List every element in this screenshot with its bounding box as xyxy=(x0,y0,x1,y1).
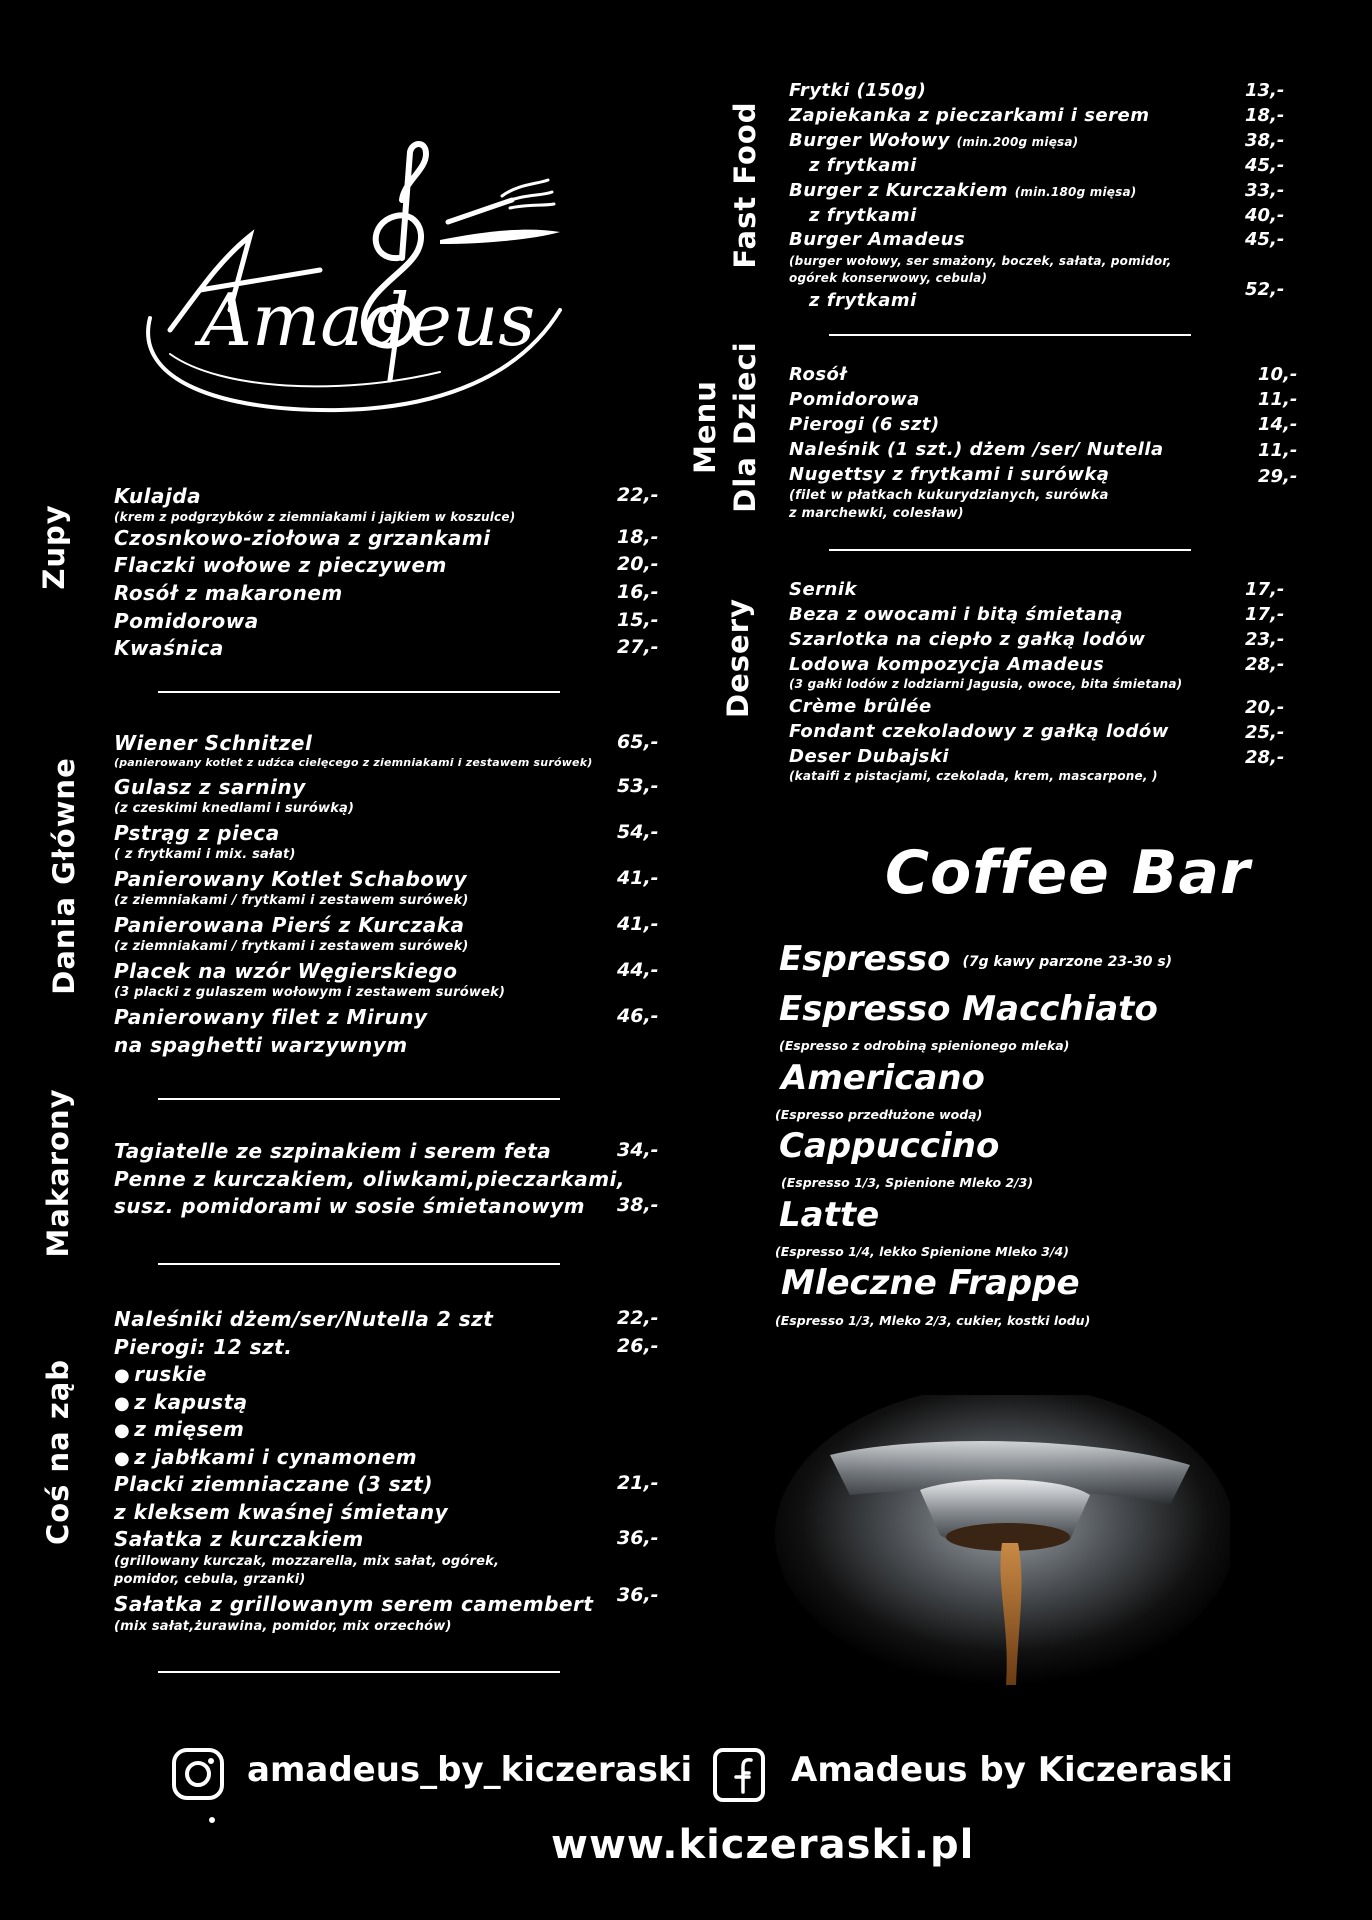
divider xyxy=(158,1098,560,1100)
menu-item-name: Zapiekanka z pieczarkami i serem xyxy=(789,105,1150,126)
list-item: ● z jabłkami i cynamonem xyxy=(114,1445,417,1469)
menu-item-name: Penne z kurczakiem, oliwkami,pieczarkami, xyxy=(114,1167,626,1191)
menu-item-desc: z marchewki, colesław) xyxy=(789,506,964,521)
menu-item-price: 34,- xyxy=(617,1139,659,1161)
menu-item-name: Rosół xyxy=(789,364,847,385)
instagram-handle[interactable]: amadeus_by_kiczeraski xyxy=(247,1750,693,1790)
menu-item-name: Rosół z makaronem xyxy=(114,581,343,605)
menu-item-name: Naleśniki dżem/ser/Nutella 2 szt xyxy=(114,1307,494,1331)
menu-item-name: Czosnkowo-ziołowa z grzankami xyxy=(114,526,491,550)
coffee-item-name: Mleczne Frappe xyxy=(781,1263,1080,1303)
menu-item-name: Pomidorowa xyxy=(114,609,259,633)
menu-item-name: Sernik xyxy=(789,579,858,600)
menu-item-desc: (grillowany kurczak, mozzarella, mix sałat, ogórek, xyxy=(114,1554,500,1569)
coffee-item-name xyxy=(779,939,1172,979)
espresso-photo xyxy=(770,1395,1230,1695)
menu-item-name: z frytkami xyxy=(809,205,917,226)
menu-item-price: 36,- xyxy=(617,1584,659,1606)
menu-item-name: Placki ziemniaczane (3 szt) xyxy=(114,1472,433,1496)
menu-item-price: 11,- xyxy=(1258,440,1298,461)
menu-item-price: 52,- xyxy=(1245,279,1285,300)
section-makarony: Makarony xyxy=(41,1088,75,1258)
menu-item-price: 17,- xyxy=(1245,604,1285,625)
coffee-item-name: Cappuccino xyxy=(779,1126,1000,1166)
list-item: ● z mięsem xyxy=(114,1417,244,1441)
menu-item-name: Kwaśnica xyxy=(114,636,224,660)
menu-item-price: 53,- xyxy=(617,775,659,797)
menu-item-price: 28,- xyxy=(1245,654,1285,675)
menu-item-price: 41,- xyxy=(617,867,659,889)
dot xyxy=(209,1817,215,1823)
menu-item-price: 14,- xyxy=(1258,414,1298,435)
menu-item-name: Beza z owocami i bitą śmietaną xyxy=(789,604,1123,625)
section-cos-na-zab: Coś na ząb xyxy=(41,1358,75,1546)
menu-item-price: 22,- xyxy=(617,1307,659,1329)
menu-item-price: 41,- xyxy=(617,913,659,935)
item-label: Burger Wołowy xyxy=(789,130,950,151)
menu-item-price: 16,- xyxy=(617,581,659,603)
facebook-page-name[interactable]: Amadeus by Kiczeraski xyxy=(791,1750,1233,1790)
menu-item-name: Szarlotka na ciepło z gałką lodów xyxy=(789,629,1146,650)
menu-item-price: 15,- xyxy=(617,609,659,631)
coffee-item-name: Americano xyxy=(781,1058,985,1098)
menu-item-price: 25,- xyxy=(1245,722,1285,743)
menu-item-name: Pomidorowa xyxy=(789,389,920,410)
menu-item-price: 20,- xyxy=(617,553,659,575)
menu-item-price: 38,- xyxy=(617,1194,659,1216)
facebook-icon[interactable] xyxy=(712,1747,766,1803)
menu-item-name: Wiener Schnitzel xyxy=(114,731,313,755)
section-dania-glowne: Dania Główne xyxy=(47,757,81,995)
menu-item-desc: (z czeskimi knedlami i surówką) xyxy=(114,801,355,816)
menu-item-price: 10,- xyxy=(1258,364,1298,385)
menu-item-name: z frytkami xyxy=(809,290,917,311)
list-item: ● ruskie xyxy=(114,1362,207,1386)
menu-item-name: Panierowana Pierś z Kurczaka xyxy=(114,913,465,937)
menu-item-price: 38,- xyxy=(1245,130,1285,151)
website-link[interactable]: www.kiczeraski.pl xyxy=(551,1822,975,1868)
divider xyxy=(158,691,560,693)
menu-item-price: 13,- xyxy=(1245,80,1285,101)
menu-item-price: 45,- xyxy=(1245,155,1285,176)
menu-item-name: Burger Amadeus xyxy=(789,229,966,250)
menu-item-name: z frytkami xyxy=(809,155,917,176)
coffee-item-desc: (Espresso 1/4, lekko Spienione Mleko 3/4) xyxy=(775,1244,1069,1259)
menu-item-price: 28,- xyxy=(1245,747,1285,768)
section-menu-dla-dzieci xyxy=(685,341,765,512)
menu-item-price: 36,- xyxy=(617,1527,659,1549)
menu-item-name xyxy=(789,180,1136,201)
menu-item-name: Crème brûlée xyxy=(789,696,932,717)
section-desery: Desery xyxy=(721,598,755,718)
menu-item-price: 22,- xyxy=(617,484,659,506)
coffee-item-name: Latte xyxy=(779,1195,880,1235)
menu-item-price: 46,- xyxy=(617,1005,659,1027)
menu-item-name: Gulasz z sarniny xyxy=(114,775,306,799)
menu-item-name: Flaczki wołowe z pieczywem xyxy=(114,553,447,577)
menu-item-name xyxy=(789,130,1078,151)
menu-item-price: 45,- xyxy=(1245,229,1285,250)
menu-item-line2: na spaghetti warzywnym xyxy=(114,1033,408,1057)
menu-item-desc: (kataifi z pistacjami, czekolada, krem, mascarpone, ) xyxy=(789,769,1158,783)
menu-item-desc: (panierowany kotlet z udźca cielęcego z ziemniakami i zestawem surówek) xyxy=(114,756,593,769)
menu-item-price: 29,- xyxy=(1258,466,1298,487)
menu-item-price: 23,- xyxy=(1245,629,1285,650)
menu-item-line2: susz. pomidorami w sosie śmietanowym xyxy=(114,1194,585,1218)
menu-item-price: 18,- xyxy=(617,526,659,548)
menu-item-price: 65,- xyxy=(617,731,659,753)
section-fast-food: Fast Food xyxy=(728,101,762,269)
menu-item-price: 44,- xyxy=(617,959,659,981)
menu-item-desc: (burger wołowy, ser smażony, boczek, sałata, pomidor, xyxy=(789,254,1172,268)
menu-item-desc: (3 gałki lodów z lodziarni Jagusia, owoce, bita śmietana) xyxy=(789,677,1183,691)
menu-item-name: Deser Dubajski xyxy=(789,746,950,767)
menu-item-name: Naleśnik (1 szt.) dżem /ser/ Nutella xyxy=(789,439,1164,460)
menu-item-price: 27,- xyxy=(617,636,659,658)
menu-item-desc: (z ziemniakami / frytkami i zestawem surówek) xyxy=(114,939,469,954)
menu-item-name: Lodowa kompozycja Amadeus xyxy=(789,654,1105,675)
coffee-item-desc: (Espresso z odrobiną spienionego mleka) xyxy=(779,1038,1070,1053)
divider xyxy=(158,1671,560,1673)
menu-item-name: Sałatka z kurczakiem xyxy=(114,1527,364,1551)
divider xyxy=(158,1263,560,1265)
menu-item-name: Sałatka z grillowanym serem camembert xyxy=(114,1592,594,1616)
menu-item-desc: (z ziemniakami / frytkami i zestawem surówek) xyxy=(114,893,469,908)
menu-item-name: Fondant czekoladowy z gałką lodów xyxy=(789,721,1169,742)
menu-item-price: 33,- xyxy=(1245,180,1285,201)
menu-item-price: 17,- xyxy=(1245,579,1285,600)
menu-item-price: 40,- xyxy=(1245,205,1285,226)
menu-item-name: Pierogi (6 szt) xyxy=(789,414,940,435)
menu-item-desc: (krem z podgrzybków z ziemniakami i jajkiem w koszulce) xyxy=(114,510,516,524)
menu-item-price: 21,- xyxy=(617,1472,659,1494)
list-item: ● z kapustą xyxy=(114,1390,248,1414)
menu-item-price: 54,- xyxy=(617,821,659,843)
menu-item-name: Pstrąg z pieca xyxy=(114,821,280,845)
menu-item-line2: z kleksem kwaśnej śmietany xyxy=(114,1500,449,1524)
section-dla-dzieci-label: Dla Dzieci xyxy=(728,341,762,513)
menu-item-name: Placek na wzór Węgierskiego xyxy=(114,959,458,983)
coffee-name: Espresso xyxy=(779,939,951,979)
menu-item-name: Panierowany Kotlet Schabowy xyxy=(114,867,468,891)
menu-item-name: Pierogi: 12 szt. xyxy=(114,1335,293,1359)
menu-item-desc: (mix sałat,żurawina, pomidor, mix orzechów) xyxy=(114,1619,452,1634)
menu-item-name: Panierowany filet z Miruny xyxy=(114,1005,428,1029)
logo-wordmark: Amadeus xyxy=(200,278,536,362)
coffee-item-desc: (Espresso 1/3, Spienione Mleko 2/3) xyxy=(781,1175,1034,1190)
coffee-bar-title: Coffee Bar xyxy=(885,838,1251,908)
coffee-item-desc: (Espresso przedłużone wodą) xyxy=(775,1107,983,1122)
amadeus-logo xyxy=(140,140,570,440)
item-label: Burger z Kurczakiem xyxy=(789,180,1008,201)
instagram-icon[interactable] xyxy=(171,1747,225,1801)
menu-item-desc: ( z frytkami i mix. sałat) xyxy=(114,847,296,862)
section-menu-label: Menu xyxy=(688,380,722,474)
menu-item-price: 20,- xyxy=(1245,697,1285,718)
menu-item-price: 18,- xyxy=(1245,105,1285,126)
menu-item-price: 26,- xyxy=(617,1335,659,1357)
menu-item-name: Tagiatelle ze szpinakiem i serem feta xyxy=(114,1139,552,1163)
item-note: (min.200g mięsa) xyxy=(956,135,1079,149)
menu-item-desc: (3 placki z gulaszem wołowym i zestawem surówek) xyxy=(114,985,506,1000)
divider xyxy=(829,549,1191,551)
coffee-item-name: Espresso Macchiato xyxy=(779,989,1158,1029)
section-zupy: Zupy xyxy=(37,504,71,590)
menu-item-name: Nugettsy z frytkami i surówką xyxy=(789,464,1110,485)
divider xyxy=(829,334,1191,336)
menu-item-price: 11,- xyxy=(1258,389,1298,410)
menu-item-name: Kulajda xyxy=(114,484,202,508)
menu-item-desc: ogórek konserwowy, cebula) xyxy=(789,271,988,285)
menu-item-name: Frytki (150g) xyxy=(789,80,927,101)
coffee-item-desc: (Espresso 1/3, Mleko 2/3, cukier, kostki lodu) xyxy=(775,1313,1091,1328)
menu-item-desc: (filet w płatkach kukurydzianych, surówka xyxy=(789,488,1109,503)
coffee-desc: (7g kawy parzone 23-30 s) xyxy=(962,954,1173,970)
menu-item-desc: pomidor, cebula, grzanki) xyxy=(114,1572,306,1587)
item-note: (min.180g mięsa) xyxy=(1014,185,1137,199)
